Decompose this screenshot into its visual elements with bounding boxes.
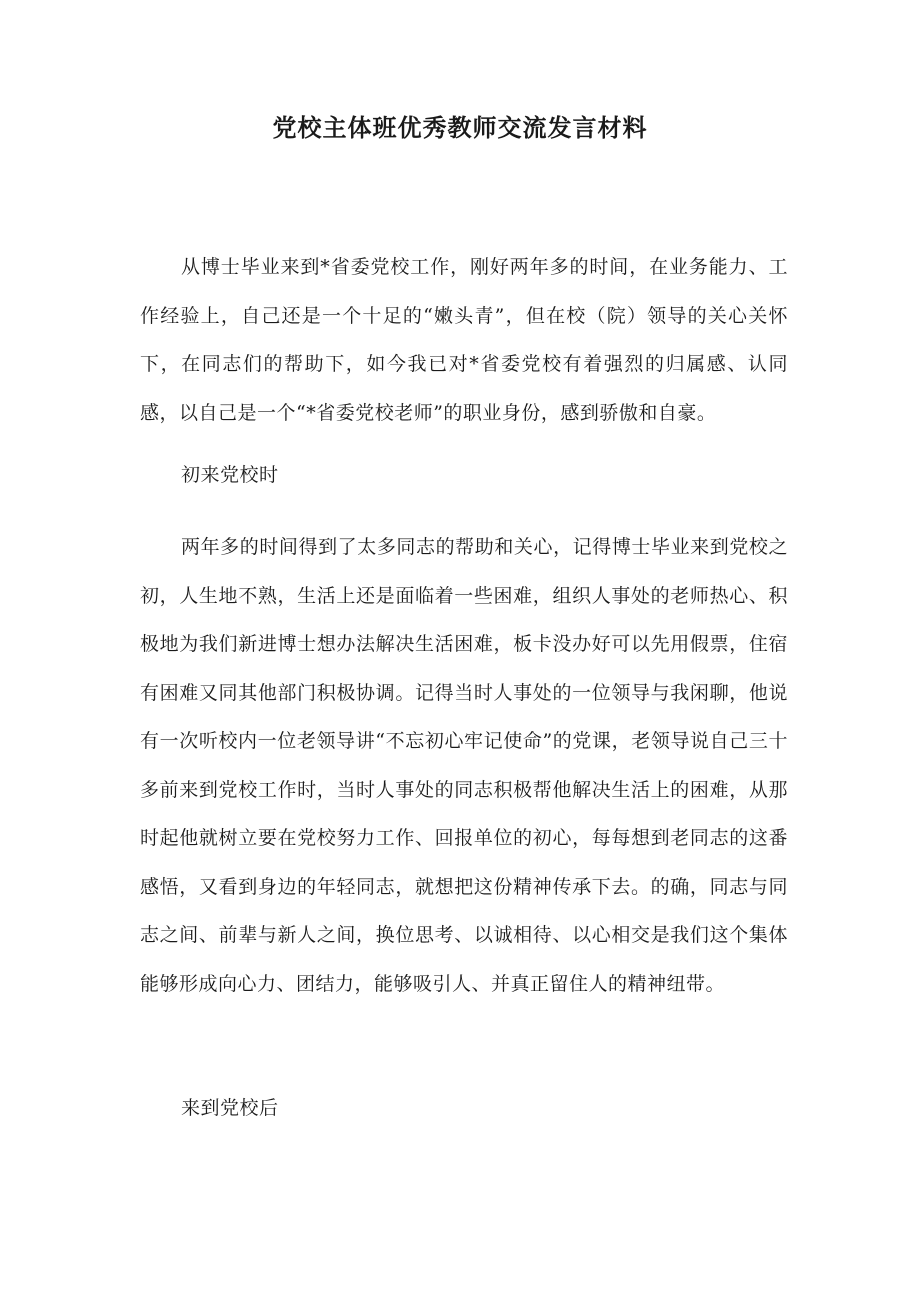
section-heading-first-arrival: 初来党校时 (181, 464, 279, 486)
paragraph-help-and-care: 两年多的时间得到了太多同志的帮助和关心，记得博士毕业来到党校之初，人生地不熟，生活上还是面临着一些困难，组织人事处的老师热心、积极地为我们新进博士想办法解决生活困难，板卡没办好可以先用假票，住宿有困难又同其他部门积极协调。记得当时人事处的一位领导与我闲聊，他说有一次听校内一位老领导讲“不忘初心牢记使命”的党课，老领导说自己三十多前来到党校工作时，当时人事处的同志积极帮他解决生活上的困难，从那时起他就树立要在党校努力工作、回报单位的初心，每每想到老同志的这番感悟，又看到身边的年轻同志，就想把这份精神传承下去。的确，同志与同志之间、前辈与新人之间，换位思考、以诚相待、以心相交是我们这个集体能够形成向心力、团结力，能够吸引人、并真正留住人的精神纽带。 (140, 536, 788, 995)
paragraph-intro: 从博士毕业来到*省委党校工作，刚好两年多的时间，在业务能力、工作经验上，自己还是一个十足的“嫩头青”，但在校（院）领导的关心关怀下，在同志们的帮助下，如今我已对*省委党校有着强烈的归属感、认同感，以自己是一个“*省委党校老师”的职业身份，感到骄傲和自豪。 (140, 256, 788, 424)
document-title: 党校主体班优秀教师交流发言材料 (272, 113, 648, 142)
section-heading-after-arrival: 来到党校后 (181, 1097, 279, 1119)
